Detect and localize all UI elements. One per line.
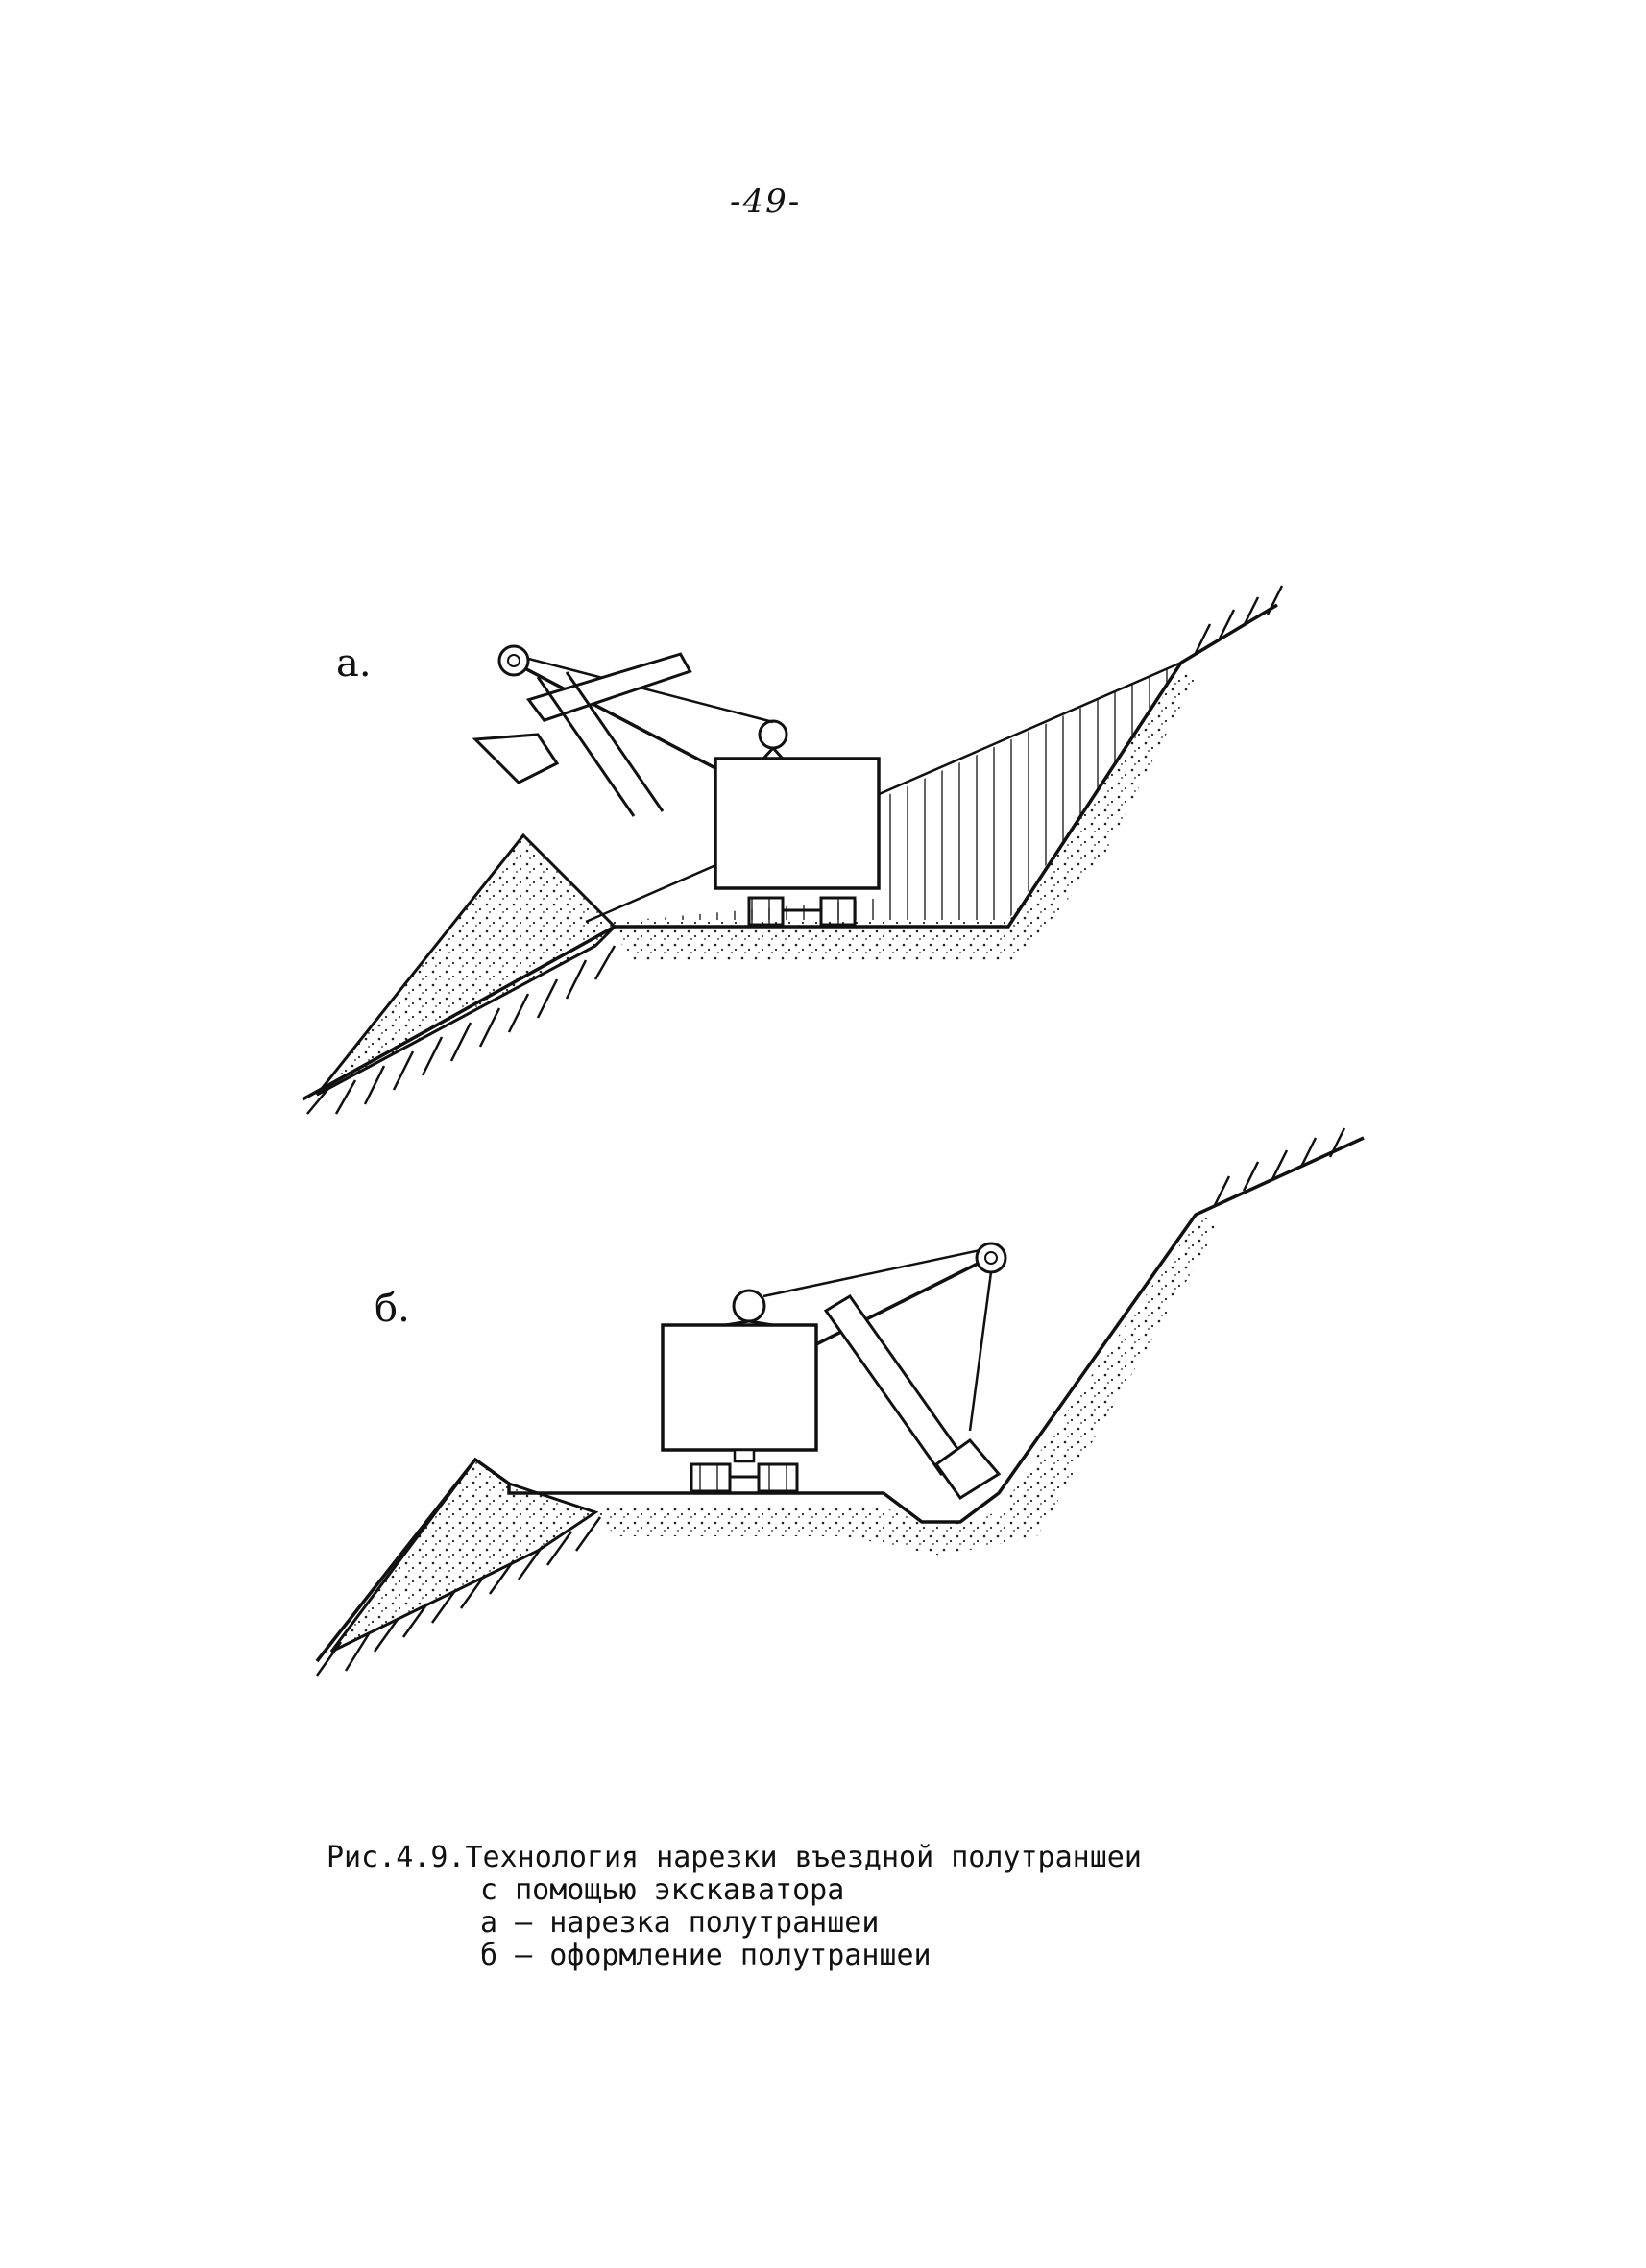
panel-a-drawing bbox=[303, 586, 1282, 1114]
bucket bbox=[475, 735, 557, 783]
boom-sheave-b bbox=[977, 1243, 1005, 1272]
aframe-pulley-b bbox=[734, 1291, 764, 1321]
excavator-cab-b bbox=[663, 1325, 816, 1450]
caption-item-a: а – нарезка полутраншеи bbox=[480, 1906, 880, 1940]
aframe-pulley bbox=[760, 721, 787, 748]
caption-subtitle: с помощью экскаватора bbox=[480, 1873, 845, 1907]
page-number: -49- bbox=[730, 182, 802, 221]
track-left bbox=[749, 898, 783, 925]
boom-sheave bbox=[499, 646, 528, 675]
dipper-stick-b bbox=[826, 1296, 965, 1474]
panel-b-drawing bbox=[317, 1128, 1364, 1676]
ground-hatching-right bbox=[1196, 586, 1282, 653]
figure-caption bbox=[327, 1842, 1142, 1972]
caption-title: Рис.4.9.Технология нарезки въездной полутраншеи bbox=[327, 1841, 1142, 1874]
panel-b-label: б. bbox=[375, 1287, 410, 1331]
track-right bbox=[821, 898, 855, 925]
spoil-pile-b bbox=[331, 1460, 595, 1652]
excavator-cab bbox=[715, 759, 879, 888]
track-left-b bbox=[691, 1464, 730, 1491]
panel-a-label: а. bbox=[336, 641, 372, 686]
ground-hatching-right-b bbox=[1215, 1128, 1344, 1205]
spoil-pile bbox=[317, 835, 615, 1095]
caption-item-b: б – оформление полутраншеи bbox=[480, 1939, 932, 1972]
track-right-b bbox=[759, 1464, 797, 1491]
